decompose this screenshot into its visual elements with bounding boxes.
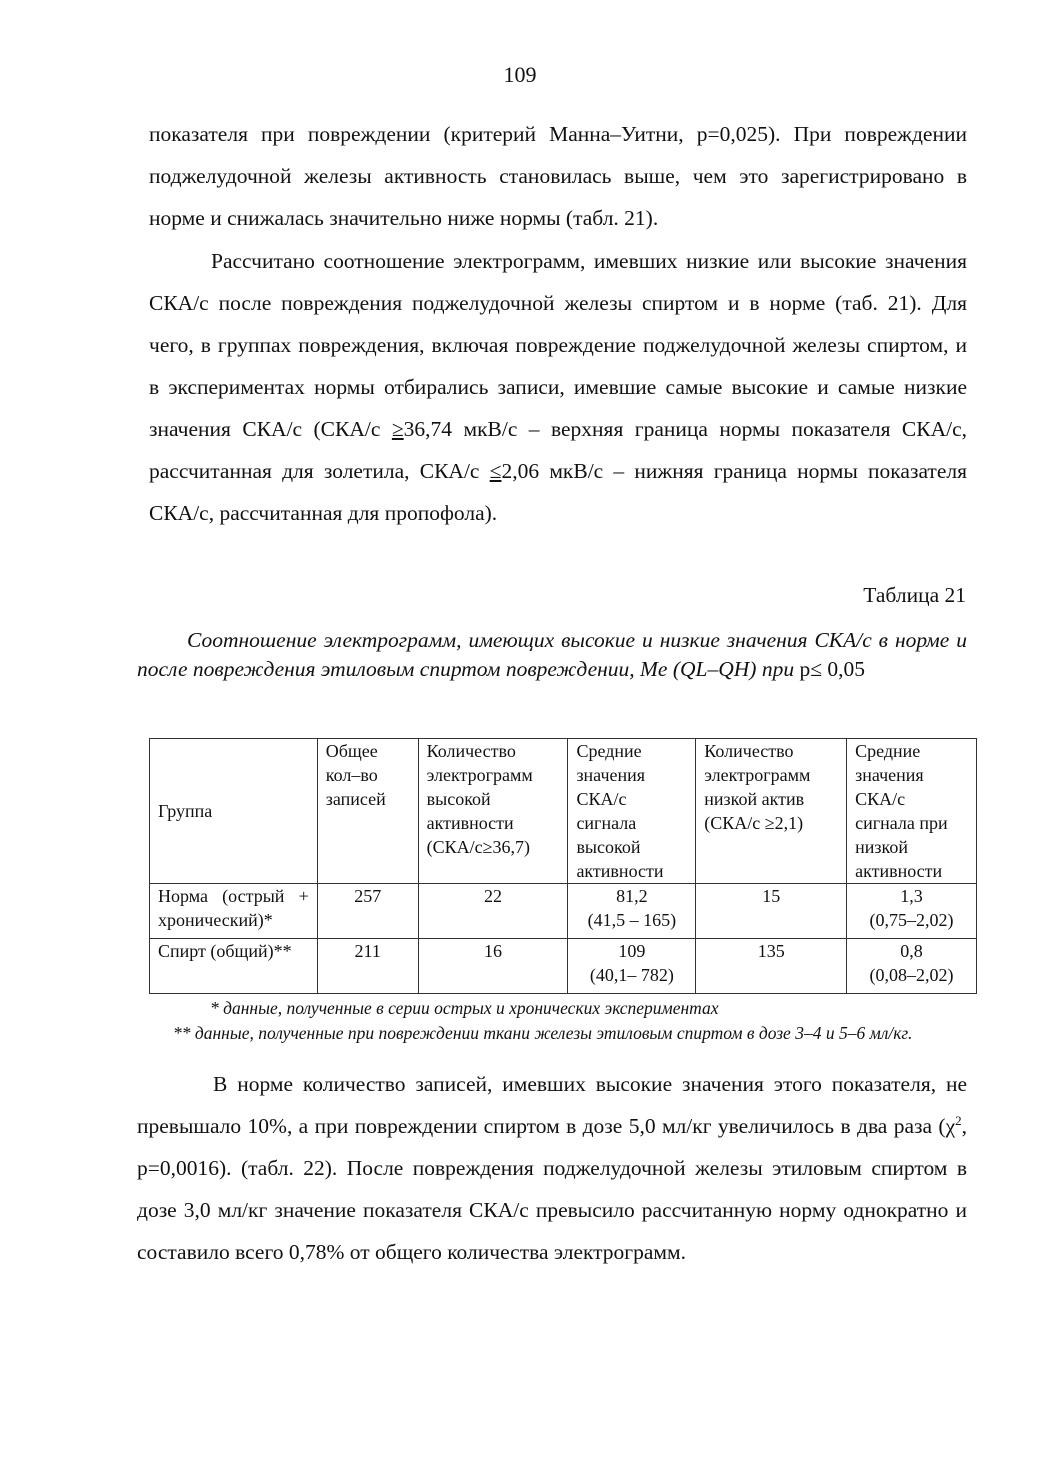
header-total: Общее кол–во записей xyxy=(317,739,418,884)
paragraph-3 xyxy=(137,1063,967,1273)
header-low-mean: Средние значения СКА/с сигнала при низкой активности xyxy=(847,739,977,884)
row-high-mean-cell xyxy=(568,939,696,994)
caption-italic: Соотношение электрограмм, имеющих высокие и низкие значения СКА/с в норме и после повреждения этиловым спиртом повреждении, Me (QL–QH) при xyxy=(137,628,967,681)
table-caption xyxy=(137,626,967,684)
paragraph-2-part-3: 2,06 мкВ/с – нижняя граница нормы показателя СКА/с, рассчитанная для пропофола). xyxy=(149,459,967,525)
table-header-row xyxy=(150,739,977,884)
paragraph-3-part-1: В норме количество записей, имевших высокие значения этого показателя, не превышало 10%, а при повреждении спиртом в дозе 5,0 мл/кг увеличилось в два раза (χ xyxy=(137,1072,967,1138)
row-low-mean: 0,8 xyxy=(900,941,923,961)
paragraph-1: показателя при повреждении (критерий Манна–Уитни, р=0,025). При повреждении поджелудочной железы активность становилась выше, чем это зарегистрировано в норме и снижалась значительно ниже нормы (табл. 21). xyxy=(149,122,967,230)
row-low-count: 15 xyxy=(696,884,847,939)
row-high-range: (41,5 – 165) xyxy=(587,910,677,930)
row-total: 211 xyxy=(317,939,418,994)
page-number: 109 xyxy=(503,62,537,87)
row-low-count: 135 xyxy=(696,939,847,994)
footnote-1: * данные, полученные в серии острых и хронических экспериментах xyxy=(210,998,719,1018)
row-high-count: 16 xyxy=(418,939,568,994)
row-low-mean-cell xyxy=(847,884,977,939)
less-equal-sign: ≤ xyxy=(489,459,502,483)
header-high-count: Количество электрограмм высокой активности (СКА/с≥36,7) xyxy=(418,739,568,884)
header-low-count: Количество электрограмм низкой актив (СКА/с ≥2,1) xyxy=(696,739,847,884)
header-high-mean: Средние значения СКА/с сигнала высокой активности xyxy=(568,739,696,884)
footnote-2: ** данные, полученные при повреждении ткани железы этиловым спиртом в дозе 3–4 и 5–6 мл/кг. xyxy=(173,1023,913,1043)
paragraph-2-part-1: Рассчитано соотношение электрограмм, имевших низкие или высокие значения СКА/с после повреждения поджелудочной железы спиртом и в норме (таб. 21). Для чего, в группах повреждения, включая повреждение поджелудочной железы спиртом, и в экспериментах нормы отбирались записи, имевшие самые высокие и самые низкие значения СКА/с (СКА/с xyxy=(149,249,967,441)
row-high-range: (40,1– 782) xyxy=(589,965,674,985)
row-low-mean-cell xyxy=(847,939,977,994)
table-row xyxy=(150,939,977,994)
row-low-mean: 1,3 xyxy=(900,886,923,906)
paragraph-3-part-2: , р=0,0016). (табл. 22). После повреждения поджелудочной железы этиловым спиртом в дозе 3,0 мл/кг значение показателя СКА/с превысило рассчитанную норму однократно и составило всего 0,78% от общего количества электрограмм. xyxy=(137,1114,967,1264)
row-total: 257 xyxy=(317,884,418,939)
paragraph-2-part-2: 36,74 мкВ/с – верхняя граница нормы показателя СКА/с, рассчитанная для золетила, СКА/с xyxy=(149,417,968,483)
row-high-count: 22 xyxy=(418,884,568,939)
table-label: Таблица 21 xyxy=(863,583,966,607)
caption-plain: р≤ 0,05 xyxy=(794,657,866,681)
paragraph-2 xyxy=(149,240,967,534)
data-table xyxy=(149,738,977,994)
header-group: Группа xyxy=(150,739,318,884)
row-group: Норма (острый + хронический)* xyxy=(150,884,318,939)
row-group: Спирт (общий)** xyxy=(150,939,318,994)
row-high-mean: 109 xyxy=(618,941,646,961)
row-low-range: (0,75–2,02) xyxy=(869,910,954,930)
greater-equal-sign: ≥ xyxy=(391,417,404,441)
row-high-mean-cell xyxy=(568,884,696,939)
chi-square-superscript: 2 xyxy=(955,1112,962,1128)
row-high-mean: 81,2 xyxy=(616,886,648,906)
table-row xyxy=(150,884,977,939)
row-low-range: (0,08–2,02) xyxy=(869,965,954,985)
